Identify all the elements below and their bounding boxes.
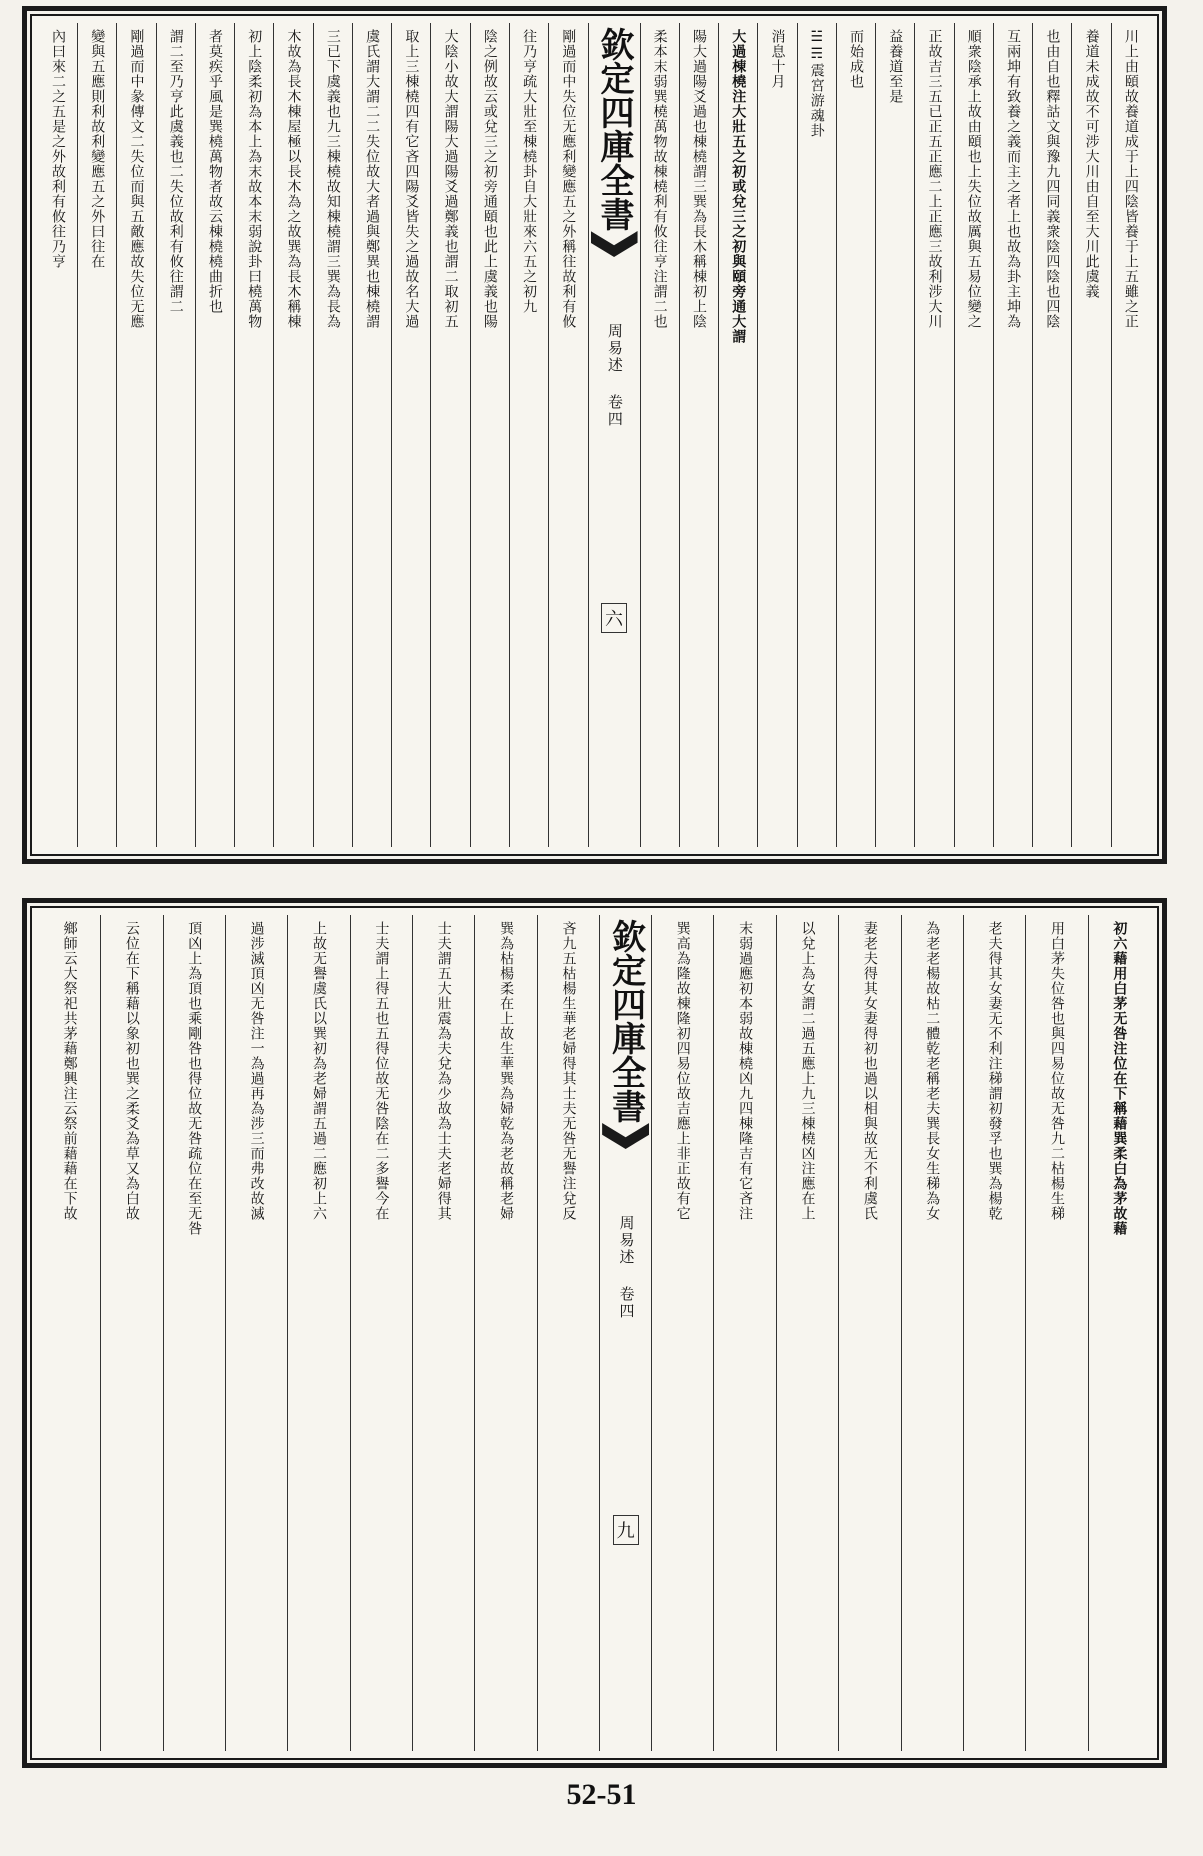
text-column: 初上陰柔初為本上為末故本末弱說卦曰橈萬物	[234, 23, 273, 847]
text-column: 初六藉用白茅无咎注位在下稱藉巽柔白為茅故藉	[1088, 915, 1150, 1751]
text-column: 老夫得其女妻无不利注稊謂初發孚也巽為楊乾	[963, 915, 1025, 1751]
text-column: 妻老夫得其女妻得初也過以相與故无不利虞氏	[838, 915, 900, 1751]
hexagram-heading-column: 大過棟橈注大壯五之初或兌三之初與頤旁通大謂	[718, 23, 757, 847]
text-column: 用白茅失位咎也與四易位故无咎九二枯楊生稊	[1025, 915, 1087, 1751]
volume-label: 周易述 卷四	[605, 323, 624, 428]
hexagram-column: ☱☴震宮游魂卦	[797, 23, 836, 847]
text-column: 木故為長木棟屋極以長木為之故巽為長木稱棟	[273, 23, 312, 847]
top-page-columns	[39, 23, 1150, 847]
text-column: 養道未成故不可涉大川由自至大川此虞義	[1071, 23, 1110, 847]
top-page-frame	[22, 6, 1167, 864]
text-column: 大陰小故大謂陽大過陽爻過鄭義也謂二取初五	[430, 23, 469, 847]
text-column: 剛過而中失位无應利變應五之外稱往故利有攸	[548, 23, 587, 847]
fishtail-mark	[602, 1123, 649, 1149]
text-column: 陰之例故云或兌三之初旁通頤也此上虞義也陽	[470, 23, 509, 847]
bottom-page-columns	[39, 915, 1150, 1751]
text-column: 巽高為隆故棟隆初四易位故吉應上非正故有它	[651, 915, 713, 1751]
center-fold	[599, 915, 651, 1751]
center-fold	[588, 23, 640, 847]
text-column: 互兩坤有致養之義而主之者上也故為卦主坤為	[993, 23, 1032, 847]
library-title: 欽定四庫全書	[605, 919, 646, 1123]
text-column: 巽為枯楊柔在上故生華巽為婦乾為老故稱老婦	[474, 915, 536, 1751]
text-column: 往乃亨疏大壯至棟橈卦自大壯來六五之初九	[509, 23, 548, 847]
text-column: 上故无譽虞氏以巽初為老婦謂五過二應初上六	[287, 915, 349, 1751]
text-column: 末弱過應初本弱故棟橈凶九四棟隆吉有它吝注	[713, 915, 775, 1751]
text-column: 消息十月	[757, 23, 796, 847]
text-column: 士夫謂上得五也五得位故无咎陰在二多譽今在	[350, 915, 412, 1751]
text-column: 柔本末弱巽橈萬物故棟橈利有攸往亨注謂二也	[640, 23, 679, 847]
text-column: 陽大過陽爻過也棟橈謂三巽為長木稱棟初上陰	[679, 23, 718, 847]
volume-label: 周易述 卷四	[617, 1215, 636, 1320]
text-column: 謂二至乃亨此虞義也二失位故利有攸往謂二	[156, 23, 195, 847]
text-column: 取上三棟橈四有它吝四陽爻皆失之過故名大過	[391, 23, 430, 847]
text-column: 為老老楊故枯二體乾老稱老夫巽長女生稊為女	[901, 915, 963, 1751]
text-column: 剛過而中彖傳文二失位而與五敵應故失位无應	[116, 23, 155, 847]
text-column: 虞氏謂大謂二二失位故大者過與鄭異也棟橈謂	[352, 23, 391, 847]
text-column: 鄉師云大祭祀共茅藉鄭興注云祭前藉藉在下故	[61, 921, 78, 1221]
text-column: 內曰來二之五是之外故利有攸往乃亨	[49, 29, 66, 269]
page-number: 九	[613, 1515, 639, 1545]
text-column: 變與五應則利故利變應五之外曰往在	[77, 23, 116, 847]
text-column: 士夫謂五大壯震為夫兌為少故為士夫老婦得其	[412, 915, 474, 1751]
text-column: 吝九五枯楊生華老婦得其士夫无咎无譽注兌反	[537, 915, 599, 1751]
text-column: 云位在下稱藉以象初也巽之柔爻為草又為白故	[100, 915, 162, 1751]
text-column: 益養道至是	[875, 23, 914, 847]
text-column: 過涉滅頂凶无咎注一為過再為涉三而弗改故滅	[225, 915, 287, 1751]
folio-number: 52-51	[566, 1778, 637, 1811]
fishtail-mark	[591, 231, 638, 257]
text-column: 順衆陰承上故由頤也上失位故厲與五易位變之	[954, 23, 993, 847]
text-column: 正故吉三五已正五正應二上正應三故利涉大川	[914, 23, 953, 847]
text-column: 頂凶上為頂也乘剛咎也得位故无咎疏位在至无咎	[163, 915, 225, 1751]
bottom-page-frame	[22, 898, 1167, 1768]
text-column: 也由自也釋詁文與豫九四同義衆陰四陰也四陰	[1032, 23, 1071, 847]
page-number: 六	[601, 603, 627, 633]
text-column: 而始成也	[836, 23, 875, 847]
text-column: 者莫疾乎風是巽橈萬物者故云棟橈橈曲折也	[195, 23, 234, 847]
text-column: 川上由頤故養道成于上四陰皆養于上五雖之正	[1111, 23, 1150, 847]
text-column: 以兌上為女謂二過五應上九三棟橈凶注應在上	[776, 915, 838, 1751]
library-title: 欽定四庫全書	[594, 27, 635, 231]
text-column: 三已下虞義也九三棟橈故知棟橈謂三巽為長為	[313, 23, 352, 847]
